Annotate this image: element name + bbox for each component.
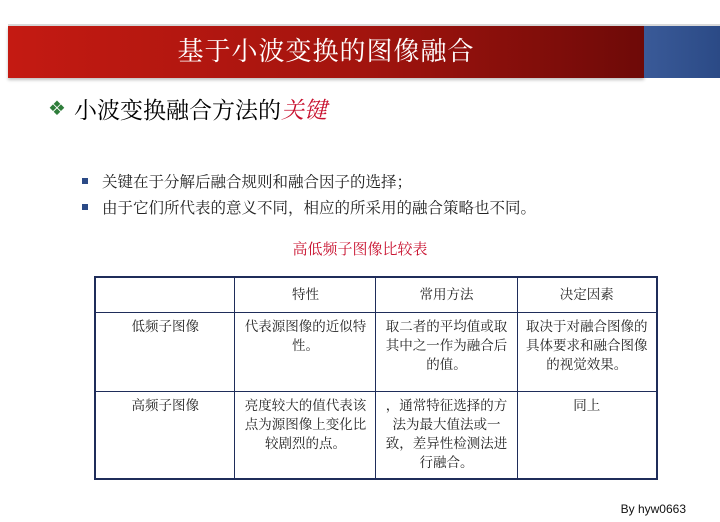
title-accent-bar bbox=[644, 26, 720, 78]
bullet-item bbox=[82, 194, 702, 220]
square-bullet-icon bbox=[82, 178, 88, 184]
footer-credit: By hyw0663 bbox=[620, 502, 686, 516]
heading-prefix: 小波变换融合方法的 bbox=[73, 97, 281, 124]
table-cell: 同上 bbox=[517, 392, 657, 480]
header-cell: 特性 bbox=[235, 277, 376, 313]
table-row bbox=[95, 392, 657, 480]
bullet-list bbox=[82, 168, 702, 220]
slide-title: 基于小波变换的图像融合 bbox=[177, 37, 475, 67]
header-cell: 决定因素 bbox=[517, 277, 657, 313]
bullet-item bbox=[82, 168, 702, 194]
diamond-bullet-icon: ❖ bbox=[48, 96, 66, 120]
heading-keyword: 关键 bbox=[280, 97, 327, 124]
table-header-row bbox=[95, 277, 657, 313]
bullet-text: 关键在于分解后融合规则和融合因子的选择； bbox=[102, 173, 413, 191]
table-cell: 代表源图像的近似特性。 bbox=[235, 313, 376, 392]
comparison-table bbox=[94, 276, 658, 480]
row-label-cell: 低频子图像 bbox=[95, 313, 235, 392]
section-heading bbox=[48, 90, 327, 126]
header-cell bbox=[95, 277, 235, 313]
row-label-cell: 高频子图像 bbox=[95, 392, 235, 480]
table-cell: 取二者的平均值或取其中之一作为融合后的值。 bbox=[376, 313, 517, 392]
bullet-text: 由于它们所代表的意义不同，相应的所采用的融合策略也不同。 bbox=[102, 199, 537, 217]
table-cell: 亮度较大的值代表该点为源图像上变化比较剧烈的点。 bbox=[235, 392, 376, 480]
header-cell: 常用方法 bbox=[376, 277, 517, 313]
table-caption: 高低频子图像比较表 bbox=[292, 240, 428, 258]
square-bullet-icon bbox=[82, 204, 88, 210]
table-cell: 取决于对融合图像的具体要求和融合图像的视觉效果。 bbox=[517, 313, 657, 392]
table-cell: ，通常特征选择的方法为最大值法或一致，差异性检测法进行融合。 bbox=[376, 392, 517, 480]
table-row bbox=[95, 313, 657, 392]
